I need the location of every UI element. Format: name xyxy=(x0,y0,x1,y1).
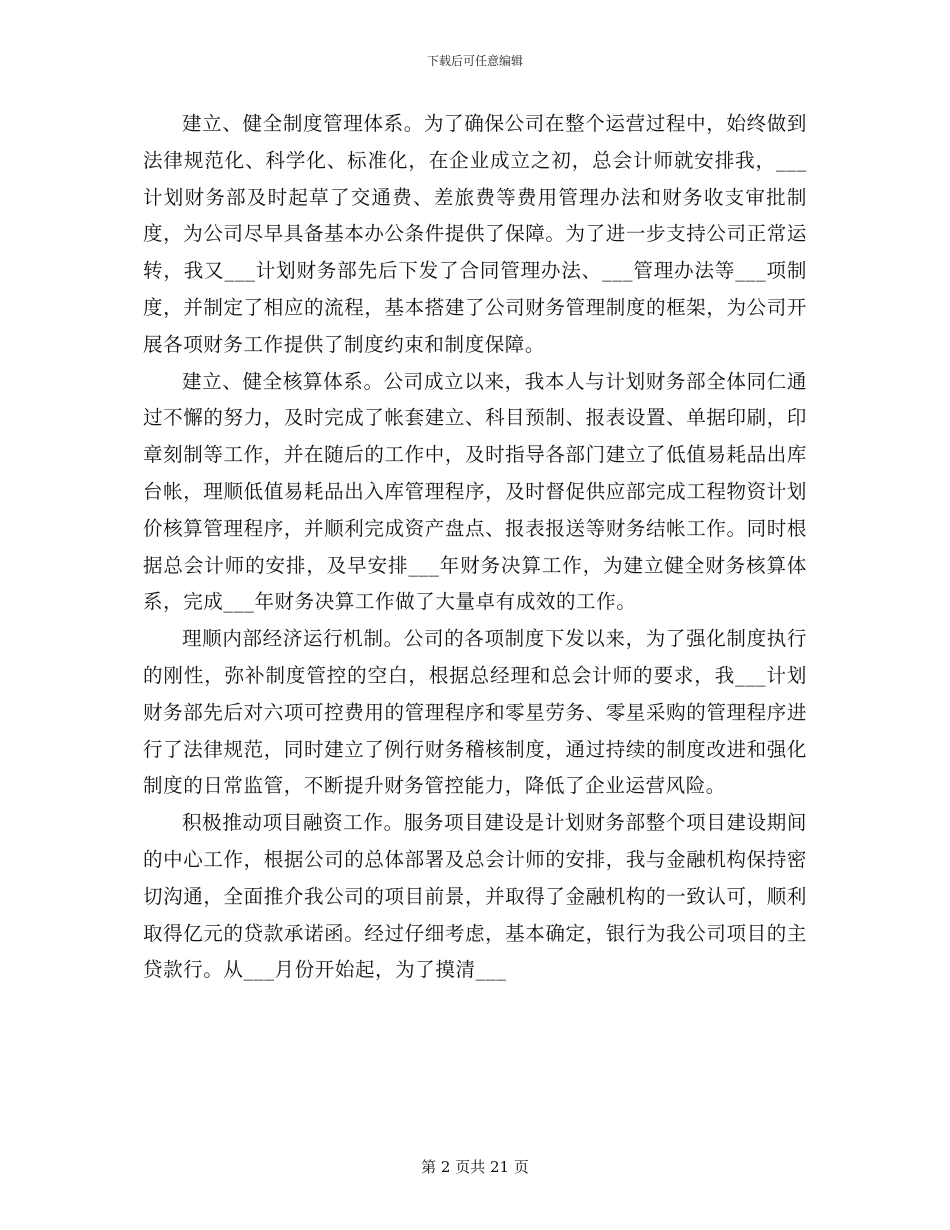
paragraph-institution-system: 建立、健全制度管理体系。为了确保公司在整个运营过程中，始终做到法律规范化、科学化、标准化，在企业成立之初，总会计师就安排我，___计划财务部及时起草了交通费、差旅费等费用管理办法和财务收支审批制度，为公司尽早具备基本办公条件提供了保障。为了进一步支持公司正常运转，我又___计划财务部先后下发了合同管理办法、___管理办法等___项制度，并制定了相应的流程，基本搭建了公司财务管理制度的框架，为公司开展各项财务工作提供了制度约束和制度保障。 xyxy=(143,112,807,356)
page-number: 第 2 页共 21 页 xyxy=(421,1158,529,1176)
paragraph-accounting-system: 建立、健全核算体系。公司成立以来，我本人与计划财务部全体同仁通过不懈的努力，及时完成了帐套建立、科目预制、报表设置、单据印刷，印章刻制等工作，并在随后的工作中，及时指导各部门建立了低值易耗品出库台帐，理顺低值易耗品出入库管理程序，及时督促供应部完成工程物资计划价核算管理程序，并顺利完成资产盘点、报表报送等财务结帐工作。同时根据总会计师的安排，及早安排___年财务决算工作，为建立健全财务核算体系，完成___年财务决算工作做了大量卓有成效的工作。 xyxy=(143,369,807,614)
paragraph-project-financing: 积极推动项目融资工作。服务项目建设是计划财务部整个项目建设期间的中心工作，根据公司的总体部署及总会计师的安排，我与金融机构保持密切沟通，全面推介我公司的项目前景，并取得了金融机构的一致认可，顺利取得亿元的贷款承诺函。经过仔细考虑，基本确定，银行为我公司项目的主贷款行。从___月份开始起，为了摸清___ xyxy=(143,811,807,982)
header-note: 下载后可任意编辑 xyxy=(426,54,523,68)
document-body xyxy=(143,106,807,989)
paragraph-internal-mechanism: 理顺内部经济运行机制。公司的各项制度下发以来，为了强化制度执行的刚性，弥补制度管控的空白，根据总经理和总会计师的要求，我___计划财务部先后对六项可控费用的管理程序和零星劳务、零星采购的管理程序进行了法律规范，同时建立了例行财务稽核制度，通过持续的制度改进和强化制度的日常监管，不断提升财务管控能力，降低了企业运营风险。 xyxy=(143,627,807,798)
